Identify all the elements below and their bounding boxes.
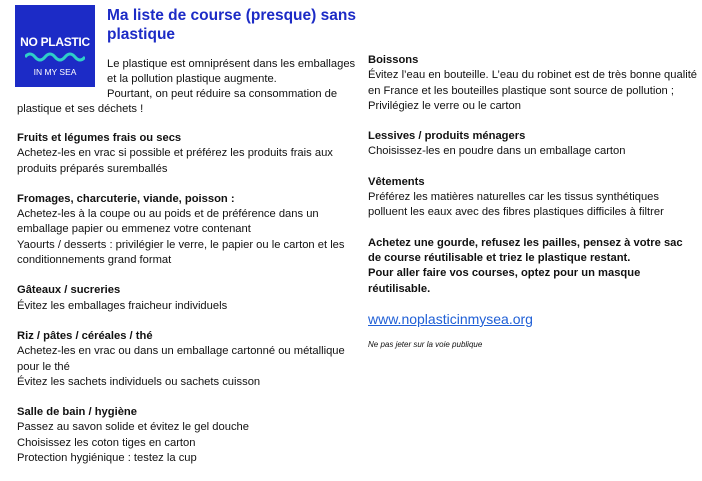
section-line: Achetez-les en vrac si possible et préférez les produits frais aux produits préparés suremballés xyxy=(17,147,333,175)
page-title: Ma liste de course (presque) sans plastique xyxy=(107,7,356,43)
intro-line2b: plastique et ses déchets ! xyxy=(17,103,144,115)
section xyxy=(368,129,698,160)
section-line: Protection hygiénique : testez la cup xyxy=(17,452,197,465)
section xyxy=(17,405,357,466)
section xyxy=(368,175,698,221)
section-heading: Salle de bain / hygiène xyxy=(17,406,137,419)
section xyxy=(17,329,357,390)
section-heading: Fruits et légumes frais ou secs xyxy=(17,132,182,144)
logo xyxy=(15,5,95,87)
section-line: Privilégiez le verre ou le carton xyxy=(368,99,521,112)
section xyxy=(17,192,357,268)
disclaimer-note: Ne pas jeter sur la voie publique xyxy=(368,340,483,350)
callout-line1: Achetez une gourde, refusez les pailles, pensez à votre sac de course réutilisable et triez le plastique restant. xyxy=(368,236,683,264)
intro xyxy=(107,57,357,102)
section-heading: Boissons xyxy=(368,54,419,66)
section-line: Évitez les emballages fraicheur individuels xyxy=(17,299,228,312)
callout-line2: Pour aller faire vos courses, optez pour un masque réutilisable. xyxy=(368,267,641,295)
intro-line2a: Pourtant, on peut réduire sa consommation de xyxy=(107,88,338,100)
section-line: Choisissez-les en poudre dans un emballage carton xyxy=(368,145,626,158)
section-line: Achetez-les en vrac ou dans un emballage cartonné ou métallique pour le thé xyxy=(17,345,345,373)
section-heading: Fromages, charcuterie, viande, poisson : xyxy=(17,192,235,205)
section-line: Évitez les sachets individuels ou sachets cuisson xyxy=(17,375,261,388)
section-line: Passez au savon solide et évitez le gel douche xyxy=(17,421,249,434)
logo-line1: NO PLASTIC xyxy=(20,35,90,49)
section-heading: Gâteaux / sucreries xyxy=(17,284,121,297)
section-heading: Lessives / produits ménagers xyxy=(368,130,526,143)
section-line: Préférez les matières naturelles car les tissus synthétiques polluent les eaux avec des fibres plastiques difficiles à filtrer xyxy=(368,191,664,219)
section xyxy=(17,131,357,177)
section-line: Choisissez les coton tiges en carton xyxy=(17,436,196,449)
left-column xyxy=(17,131,357,481)
wave-icon xyxy=(25,51,85,63)
right-column xyxy=(368,53,698,352)
section-line: Évitez l’eau en bouteille. L’eau du robinet est de très bonne qualité en France et les bouteilles plastique sont source de pollution ; xyxy=(368,69,698,97)
logo-line2: IN MY SEA xyxy=(33,67,77,77)
section-line: Achetez-les à la coupe ou au poids et de préférence dans un emballage papier ou emmenez votre contenant xyxy=(17,208,319,236)
section xyxy=(17,283,357,314)
section-heading: Riz / pâtes / céréales / thé xyxy=(17,329,153,342)
intro-line1: Le plastique est omniprésent dans les emballages et la pollution plastique augmente. xyxy=(107,58,356,85)
section xyxy=(368,53,698,114)
website-link[interactable]: www.noplasticinmysea.org xyxy=(368,310,533,327)
section-line: Yaourts / desserts : privilégier le verre, le papier ou le carton et les conditionnements grand format xyxy=(17,238,345,267)
callout xyxy=(368,236,698,297)
section-heading: Vêtements xyxy=(368,175,425,188)
